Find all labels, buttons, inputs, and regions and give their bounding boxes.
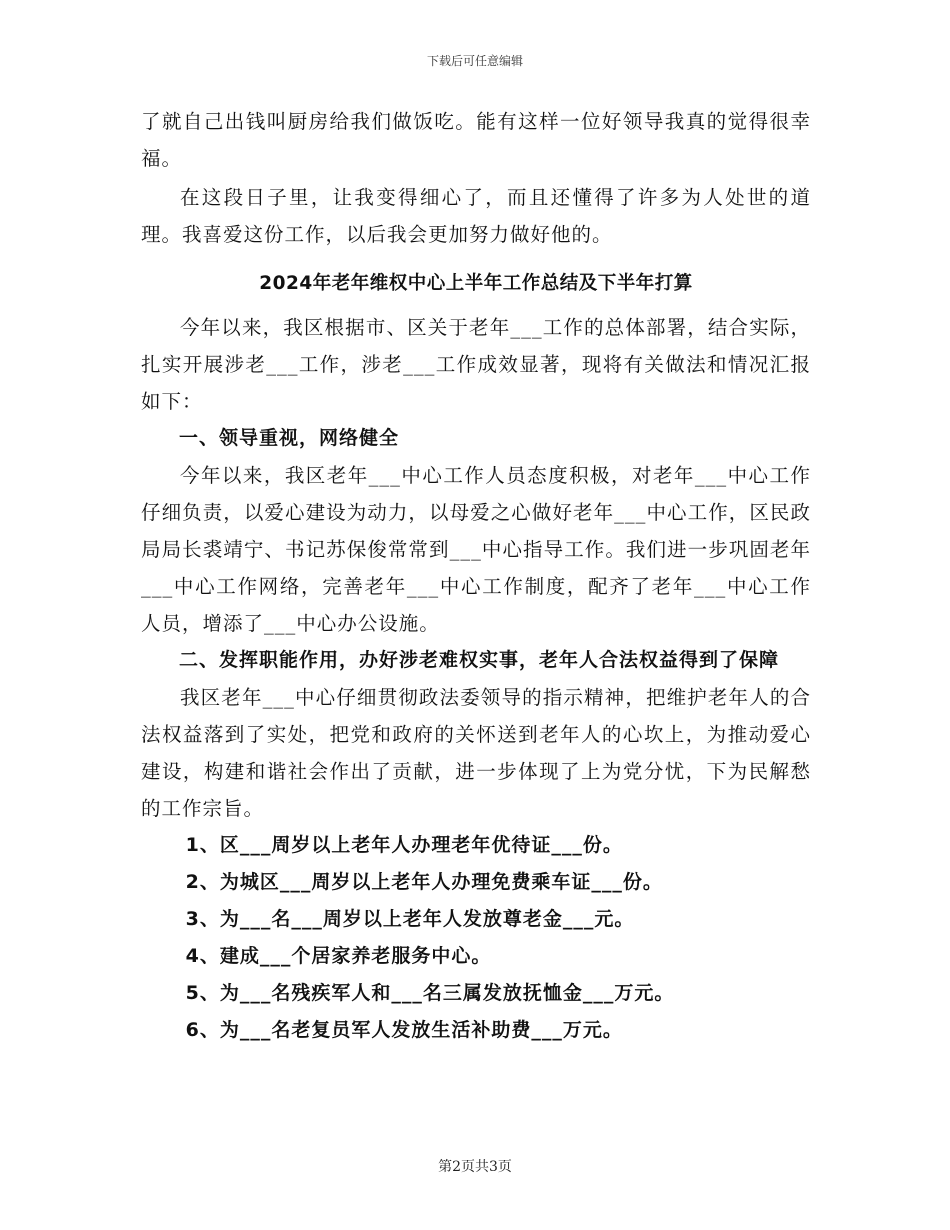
list-item: 5、为___名残疾军人和___名三属发放抚恤金___万元。: [185, 982, 675, 1004]
list-item: 2、为城区___周岁以上老年人办理免费乘车证___份。: [185, 871, 663, 893]
document-title: 2024年老年维权中心上半年工作总结及下半年打算: [259, 273, 693, 294]
opening-paragraph: 今年以来，我区根据市、区关于老年___工作的总体部署，结合实际，扎实开展涉老___工作，涉老___工作成效显著，现将有关做法和情况汇报如下：: [141, 316, 811, 413]
achievement-list: [141, 827, 811, 1049]
section-2-paragraph: 我区老年___中心仔细贯彻政法委领导的指示精神，把维护老年人的合法权益落到了实处，把党和政府的关怀送到老年人的心坎上，为推动爱心建设，构建和谐社会作出了贡献，进一步体现了上为党分忧，下为民解愁的工作宗旨。: [141, 686, 811, 820]
header-note: 下载后可任意编辑: [426, 54, 523, 68]
section-1-heading: 一、领导重视，网络健全: [179, 427, 400, 449]
document-body: [141, 103, 811, 1049]
section-2-heading: 二、发挥职能作用，办好涉老难权实事，老年人合法权益得到了保障: [179, 649, 780, 671]
list-item: 1、区___周岁以上老年人办理老年优待证___份。: [185, 834, 623, 856]
intro-paragraph-2: 在这段日子里，让我变得细心了，而且还懂得了许多为人处世的道理。我喜爱这份工作，以后我会更加努力做好他的。: [141, 186, 811, 246]
list-item: 6、为___名老复员军人发放生活补助费___万元。: [185, 1019, 623, 1041]
intro-paragraph-1: 了就自己出钱叫厨房给我们做饭吃。能有这样一位好领导我真的觉得很幸福。: [141, 110, 811, 170]
section-1-paragraph: 今年以来，我区老年___中心工作人员态度积极，对老年___中心工作仔细负责，以爱心建设为动力，以母爱之心做好老年___中心工作，区民政局局长裘靖宁、书记苏保俊常常到___中心指导工作。我们进一步巩固老年___中心工作网络，完善老年___中心工作制度，配齐了老年___中心工作人员，增添了___中心办公设施。: [141, 464, 811, 635]
list-item: 4、建成___个居家养老服务中心。: [185, 945, 492, 967]
list-item: 3、为___名___周岁以上老年人发放尊老金___元。: [185, 908, 635, 930]
page-indicator: 第2页共3页: [438, 1159, 512, 1175]
